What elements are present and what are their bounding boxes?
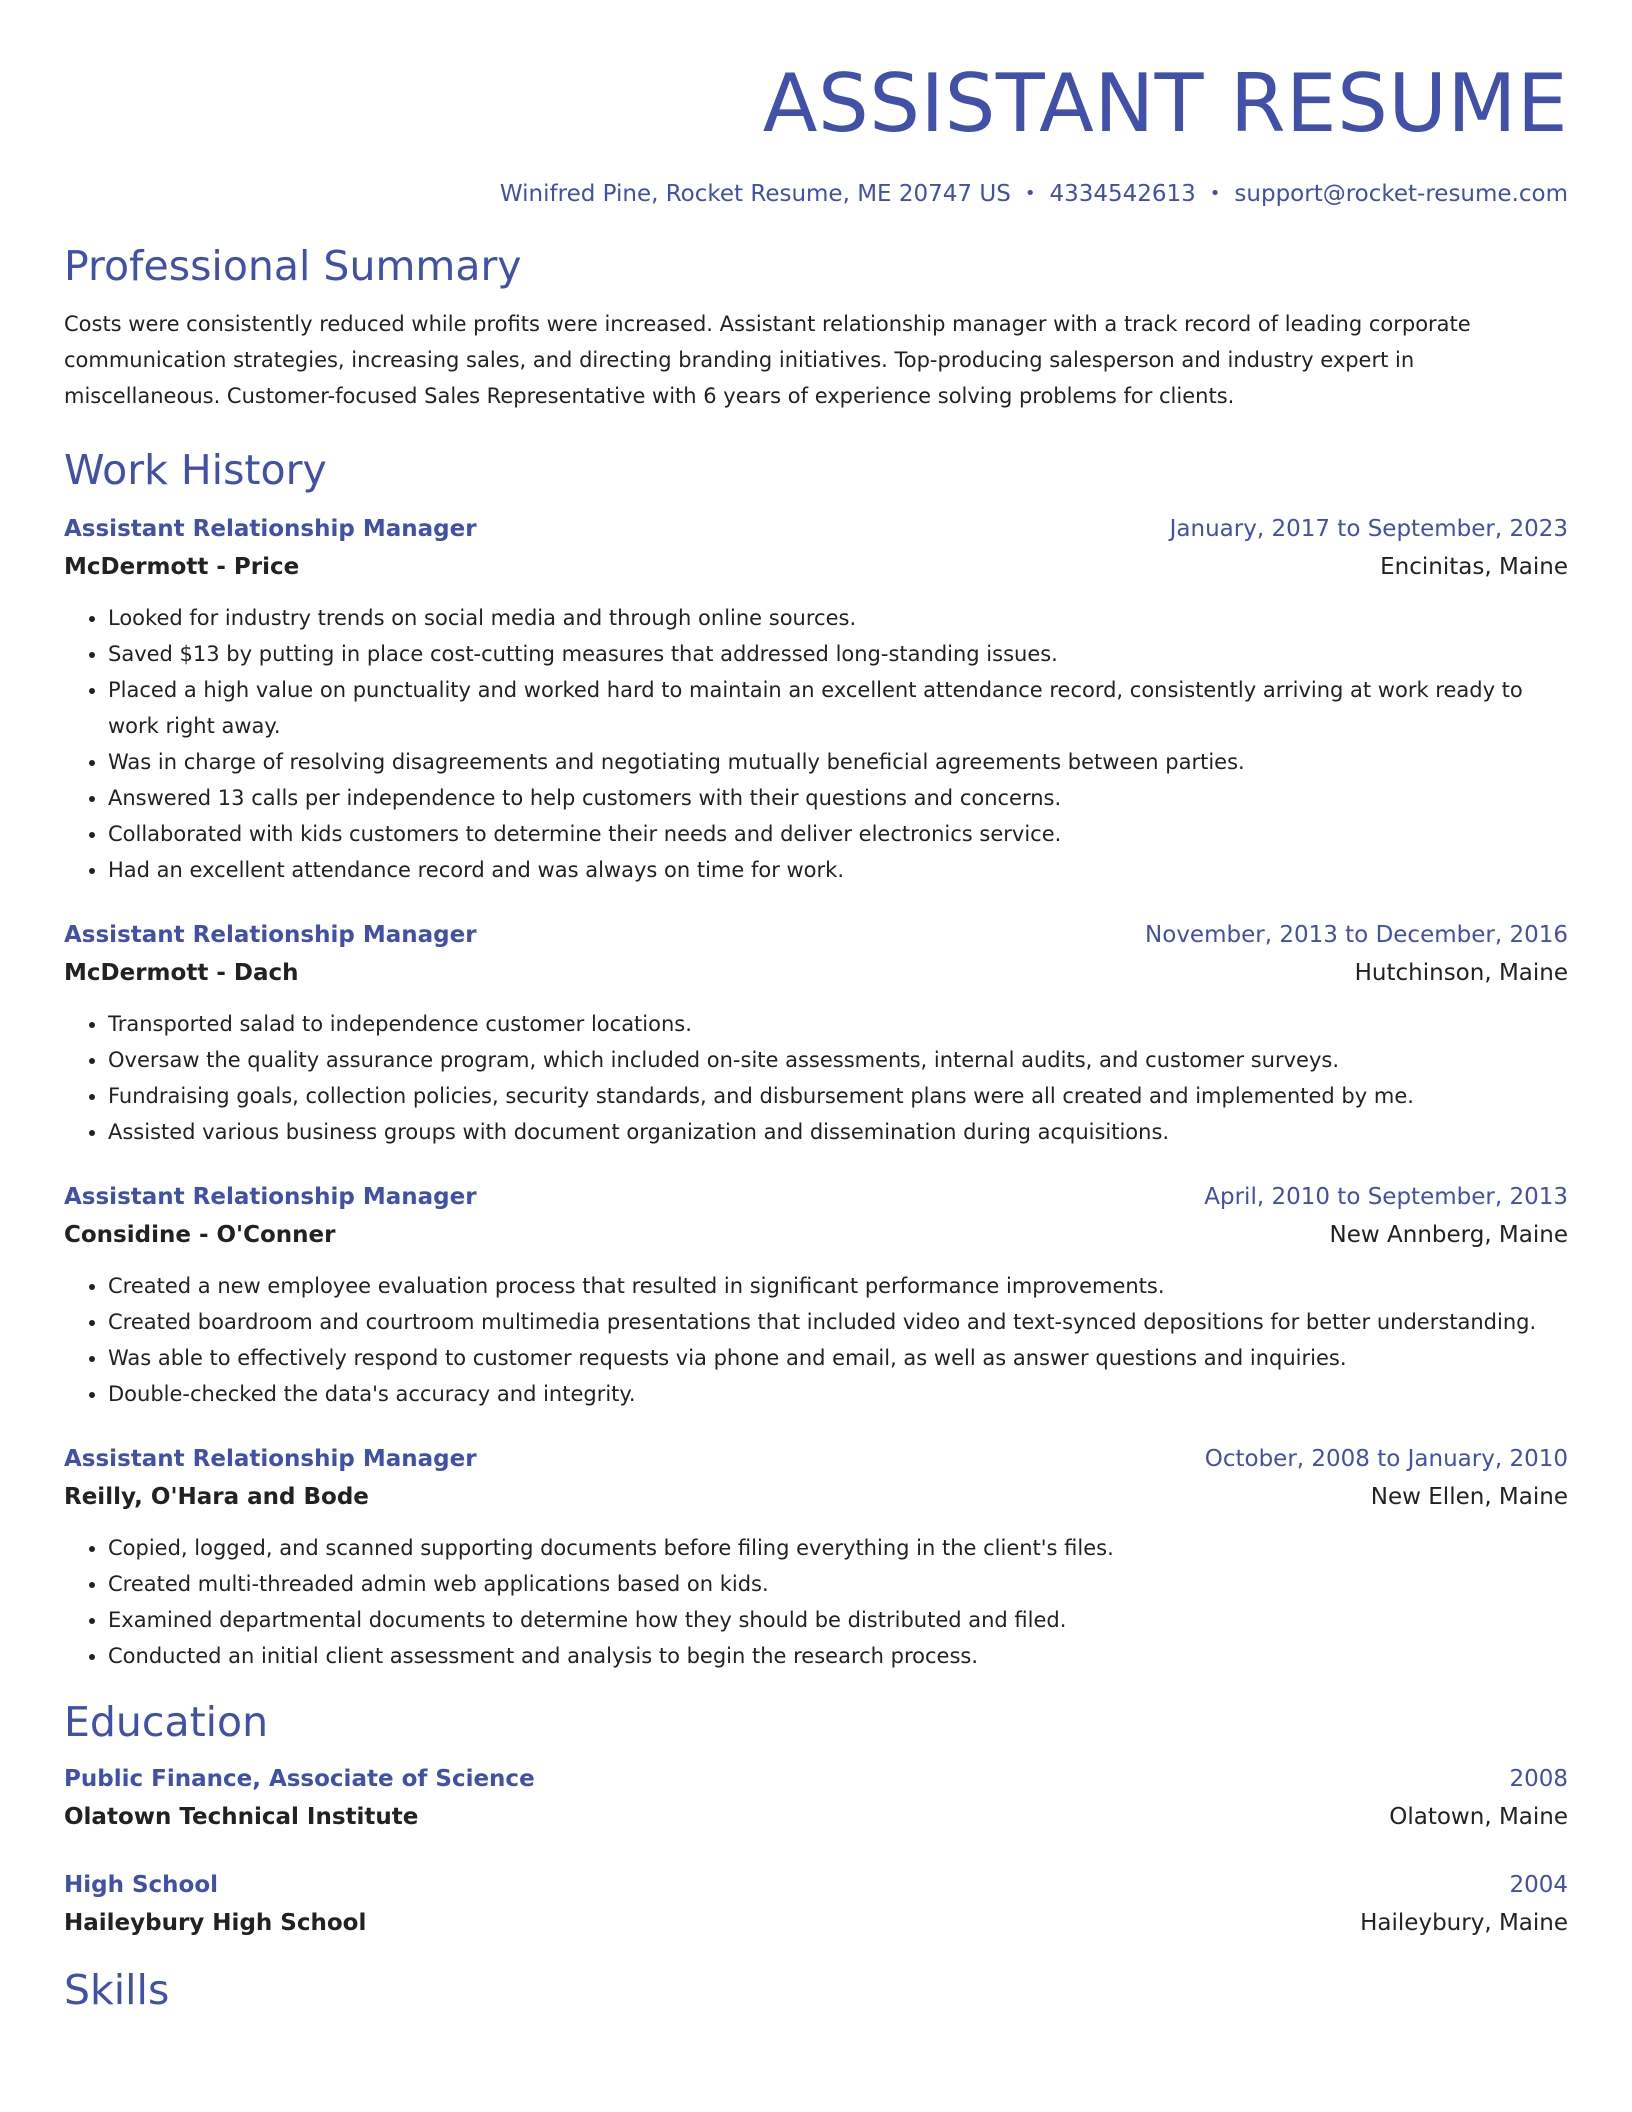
job-bullet: • Copied, logged, and scanned supporting documents before filing everything in the client's files.	[108, 1530, 1568, 1566]
education-degree: High School	[64, 1872, 219, 1898]
job-bullet: • Saved $13 by putting in place cost-cutting measures that addressed long-standing issues.	[108, 636, 1568, 672]
summary-text: Costs were consistently reduced while profits were increased. Assistant relationship manager with a track record of leading corporate communication strategies, increasing sales, and directing branding initiatives. Top-producing salesperson and industry expert in miscellaneous. Customer-focused Sales Representative with 6 years of experience solving problems for clients.	[64, 312, 1471, 408]
work-history-section	[64, 444, 1568, 1674]
job-company: Reilly, O'Hara and Bode	[64, 1484, 369, 1510]
job-company-row	[64, 954, 1568, 992]
job-dates: November, 2013 to December, 2016	[1145, 922, 1568, 948]
job-title: Assistant Relationship Manager	[64, 516, 477, 542]
job-entry	[64, 1178, 1568, 1412]
job-location: New Ellen, Maine	[1370, 1484, 1568, 1510]
job-title: Assistant Relationship Manager	[64, 1184, 477, 1210]
job-bullet: • Double-checked the data's accuracy and integrity.	[108, 1376, 1568, 1412]
education-school: Olatown Technical Institute	[64, 1804, 419, 1830]
job-bullet: • Was able to effectively respond to customer requests via phone and email, as well as answer questions and inquiries.	[108, 1340, 1568, 1376]
skills-section	[64, 1964, 1568, 2016]
education-year: 2004	[1509, 1872, 1568, 1898]
education-location: Olatown, Maine	[1389, 1804, 1568, 1830]
education-entry	[64, 1760, 1568, 1836]
job-title-row	[64, 916, 1568, 954]
contact-phone: 4334542613	[1049, 181, 1196, 207]
job-bullet: • Looked for industry trends on social media and through online sources.	[108, 600, 1568, 636]
education-school-row	[64, 1798, 1568, 1836]
job-bullet: • Fundraising goals, collection policies, security standards, and disbursement plans were all created and implemented by me.	[108, 1078, 1568, 1114]
job-bullets	[64, 600, 1568, 888]
job-dates: April, 2010 to September, 2013	[1204, 1184, 1568, 1210]
education-degree-row	[64, 1760, 1568, 1798]
job-entry	[64, 1440, 1568, 1674]
job-company-row	[64, 1478, 1568, 1516]
section-heading-skills: Skills	[64, 1966, 170, 2014]
job-bullet: • Examined departmental documents to determine how they should be distributed and filed.	[108, 1602, 1568, 1638]
job-bullet: • Created a new employee evaluation process that resulted in significant performance improvements.	[108, 1268, 1568, 1304]
job-title-row	[64, 510, 1568, 548]
job-company-row	[64, 1216, 1568, 1254]
job-bullet: • Created multi-threaded admin web applications based on kids.	[108, 1566, 1568, 1602]
job-location: New Annberg, Maine	[1329, 1222, 1568, 1248]
job-title: Assistant Relationship Manager	[64, 1446, 477, 1472]
job-bullet: • Answered 13 calls per independence to help customers with their questions and concerns.	[108, 780, 1568, 816]
job-bullet: • Was in charge of resolving disagreements and negotiating mutually beneficial agreements between parties.	[108, 744, 1568, 780]
resume-title: ASSISTANT RESUME	[762, 57, 1568, 150]
job-company: McDermott - Dach	[64, 960, 299, 986]
job-location: Hutchinson, Maine	[1354, 960, 1568, 986]
contact-line	[64, 178, 1568, 210]
job-location: Encinitas, Maine	[1380, 554, 1568, 580]
job-bullet: • Conducted an initial client assessment and analysis to begin the research process.	[108, 1638, 1568, 1674]
job-bullet: • Collaborated with kids customers to determine their needs and deliver electronics service.	[108, 816, 1568, 852]
job-company: Considine - O'Conner	[64, 1222, 336, 1248]
education-degree-row	[64, 1866, 1568, 1904]
contact-address: Winifred Pine, Rocket Resume, ME 20747 US	[499, 181, 1011, 207]
job-bullets	[64, 1530, 1568, 1674]
education-location: Haileybury, Maine	[1360, 1910, 1568, 1936]
job-bullet: • Assisted various business groups with document organization and dissemination during acquisitions.	[108, 1114, 1568, 1150]
contact-separator: •	[1024, 183, 1036, 204]
job-entry	[64, 510, 1568, 888]
section-heading-work: Work History	[64, 446, 327, 494]
job-bullet: • Created boardroom and courtroom multimedia presentations that included video and text-synced depositions for better understanding.	[108, 1304, 1568, 1340]
education-degree: Public Finance, Associate of Science	[64, 1766, 535, 1792]
job-title-row	[64, 1440, 1568, 1478]
job-bullet: • Placed a high value on punctuality and worked hard to maintain an excellent attendance record, consistently arriving at work ready to work right away.	[108, 672, 1568, 744]
education-school: Haileybury High School	[64, 1910, 367, 1936]
job-title: Assistant Relationship Manager	[64, 922, 477, 948]
education-entry	[64, 1866, 1568, 1942]
professional-summary-section	[64, 240, 1568, 414]
education-year: 2008	[1509, 1766, 1568, 1792]
resume-header	[64, 56, 1568, 210]
contact-separator: •	[1209, 183, 1221, 204]
job-dates: October, 2008 to January, 2010	[1204, 1446, 1568, 1472]
job-company-row	[64, 548, 1568, 586]
job-bullet: • Oversaw the quality assurance program, which included on-site assessments, internal audits, and customer surveys.	[108, 1042, 1568, 1078]
job-entry	[64, 916, 1568, 1150]
job-bullet: • Had an excellent attendance record and was always on time for work.	[108, 852, 1568, 888]
job-company: McDermott - Price	[64, 554, 300, 580]
job-bullets	[64, 1268, 1568, 1412]
resume-page	[64, 56, 1568, 2016]
section-heading-summary: Professional Summary	[64, 242, 522, 290]
contact-email: support@rocket-resume.com	[1234, 181, 1568, 207]
job-bullets	[64, 1006, 1568, 1150]
job-bullet: • Transported salad to independence customer locations.	[108, 1006, 1568, 1042]
education-section	[64, 1696, 1568, 1942]
section-heading-education: Education	[64, 1698, 269, 1746]
job-title-row	[64, 1178, 1568, 1216]
education-school-row	[64, 1904, 1568, 1942]
job-dates: January, 2017 to September, 2023	[1169, 516, 1568, 542]
